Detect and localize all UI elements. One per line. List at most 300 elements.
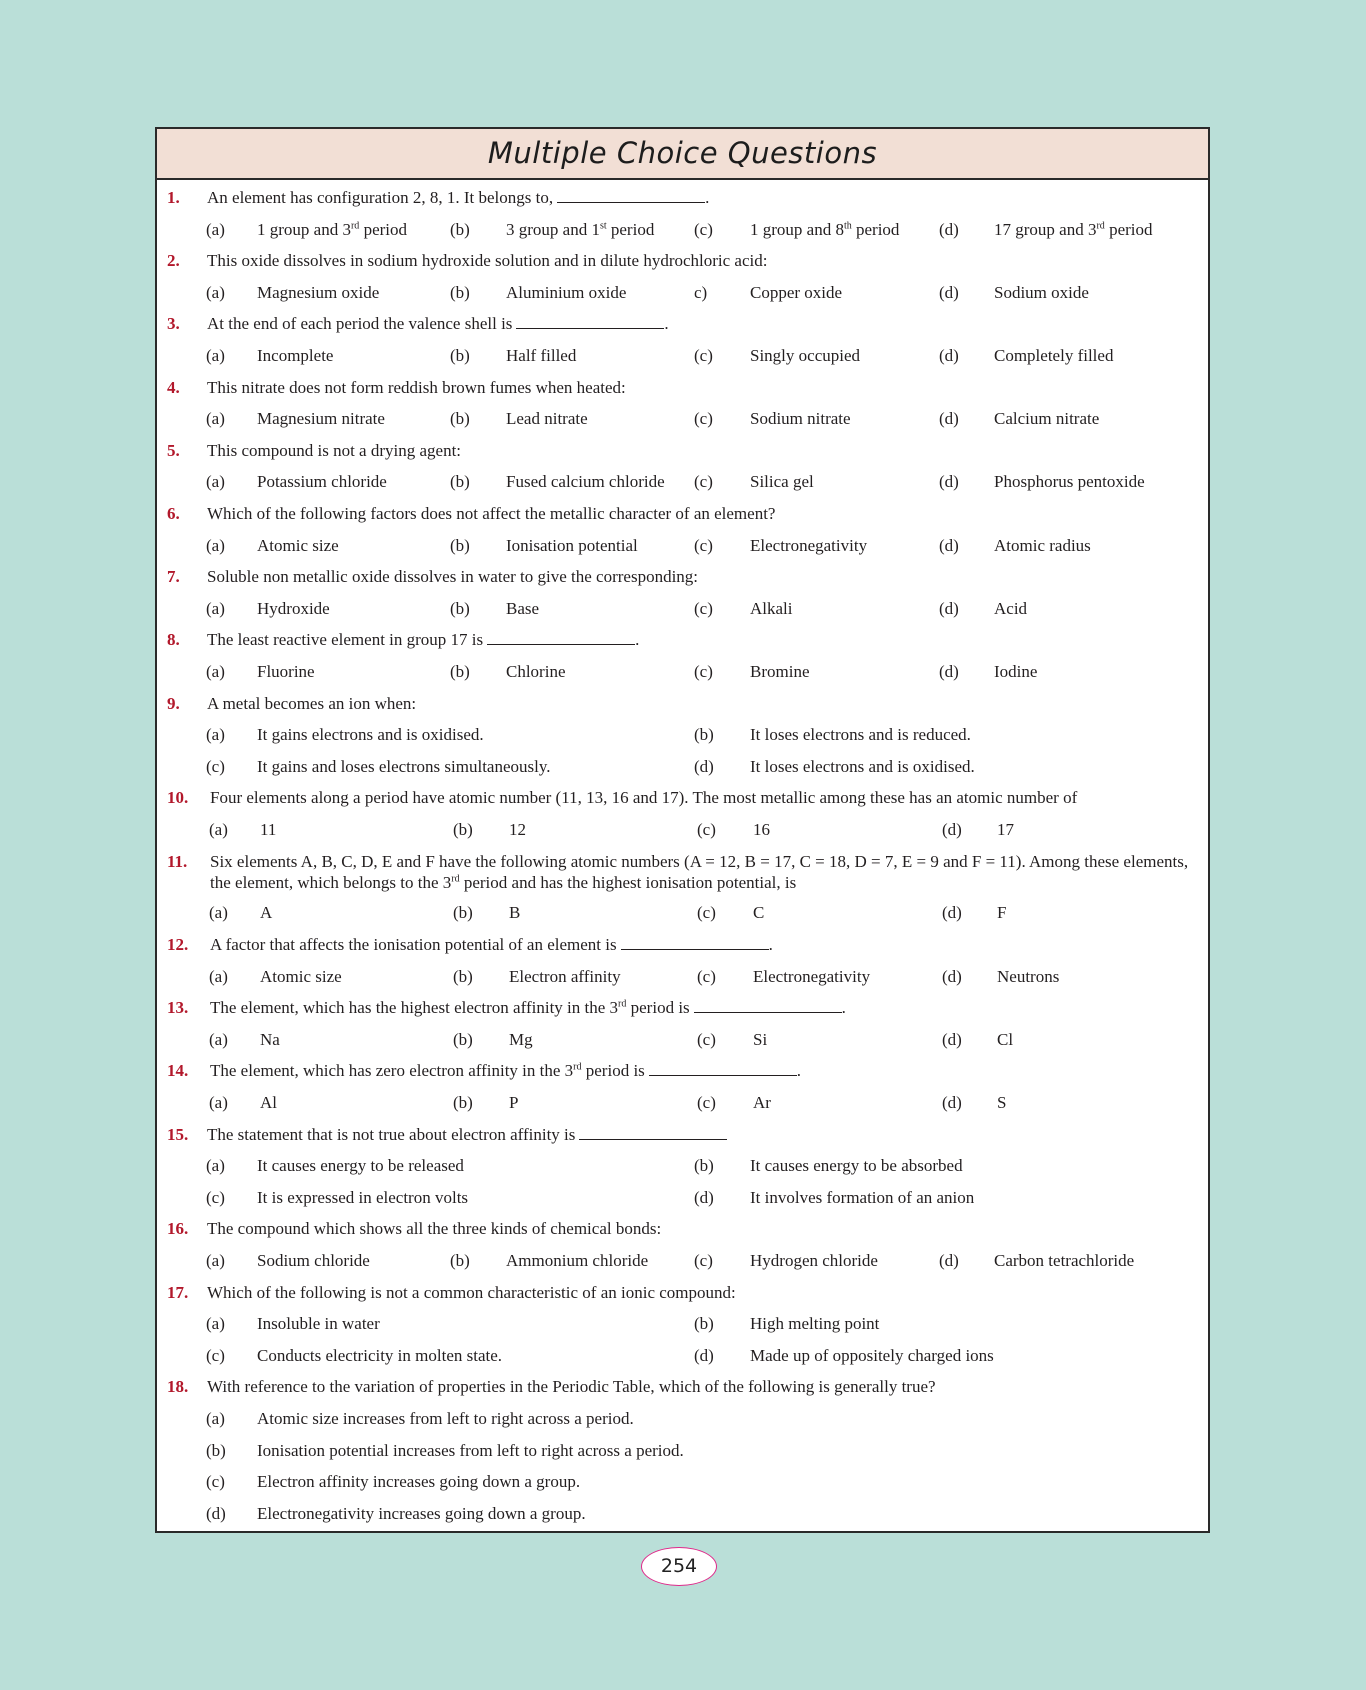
option-text[interactable] (260, 961, 342, 993)
option-text[interactable] (506, 466, 665, 498)
question-text (207, 561, 1202, 593)
question-text (207, 1213, 1202, 1245)
option-text[interactable] (257, 593, 330, 625)
option-text[interactable] (994, 466, 1145, 498)
text-segment: Cl (997, 1029, 1014, 1049)
option-text[interactable] (509, 814, 526, 846)
text-segment: Electronegativity (750, 535, 868, 555)
question-list (157, 180, 1208, 1529)
text-segment: Copper oxide (750, 282, 843, 302)
question-row (157, 435, 1208, 467)
question-number: 13. (167, 998, 189, 1018)
answer-blank[interactable] (487, 630, 635, 645)
option-text[interactable] (506, 340, 576, 372)
options-row (157, 1403, 1208, 1435)
question-row (157, 1371, 1208, 1403)
option-label[interactable]: c) (694, 282, 708, 302)
question-row (157, 1055, 1208, 1087)
text-segment: 12 (509, 819, 526, 839)
text-segment: Sodium chloride (257, 1251, 370, 1270)
option-text[interactable] (506, 656, 566, 688)
option-text[interactable] (260, 1024, 280, 1056)
option-label[interactable]: (c) (697, 819, 716, 839)
option-label[interactable]: (d) (939, 282, 959, 302)
option-label[interactable]: (c) (694, 219, 713, 239)
text-segment: An element has configuration 2, 8, 1. It belongs to, (207, 188, 554, 207)
question-number: 8. (167, 630, 180, 650)
text-segment: At the end of each period the valence shell is (207, 314, 513, 334)
question-number: 4. (167, 377, 180, 397)
text-segment: Soluble non metallic oxide dissolves in water to give the corresponding: (207, 567, 699, 587)
question-row (157, 245, 1208, 277)
option-text[interactable] (257, 1308, 380, 1340)
option-label[interactable]: (b) (694, 725, 714, 745)
text-segment: Al (260, 1093, 277, 1113)
options-row (157, 1340, 1208, 1372)
option-text[interactable] (257, 656, 315, 688)
option-label[interactable]: (a) (209, 966, 228, 986)
end-punct: . (768, 935, 773, 955)
option-label[interactable]: (b) (453, 903, 473, 923)
page-number: 254 (641, 1547, 717, 1586)
text-segment: Chlorine (506, 661, 566, 681)
text-segment: B (509, 903, 521, 923)
option-text[interactable] (506, 530, 638, 562)
option-label[interactable]: (a) (206, 725, 225, 745)
text-segment: Base (506, 598, 540, 618)
question-row (157, 1119, 1208, 1151)
option-text[interactable] (750, 1182, 974, 1214)
option-label[interactable]: (c) (694, 409, 713, 429)
option-text[interactable] (997, 897, 1006, 929)
option-label[interactable]: (b) (450, 472, 470, 492)
option-text[interactable] (994, 214, 1153, 246)
text-segment: The element, which has zero electron affinity in the 3 (210, 1061, 574, 1081)
text-segment: period (606, 219, 655, 239)
question-number: 16. (167, 1219, 189, 1239)
option-text[interactable] (750, 656, 810, 688)
answer-blank[interactable] (516, 314, 664, 329)
text-segment: This oxide dissolves in sodium hydroxide solution and in dilute hydrochloric acid: (207, 251, 768, 271)
option-label[interactable]: (c) (206, 756, 225, 776)
question-text (210, 1055, 1202, 1087)
end-punct: . (705, 188, 710, 207)
text-segment: Which of the following is not a common characteristic of an ionic compound: (207, 1282, 736, 1302)
option-label[interactable]: (b) (450, 535, 470, 555)
option-text[interactable] (750, 593, 793, 625)
section-title: Multiple Choice Questions (157, 129, 1208, 180)
text-segment: S (997, 1093, 1007, 1113)
option-label[interactable]: (a) (206, 409, 225, 429)
question-row (157, 182, 1208, 214)
text-segment: The compound which shows all the three kinds of chemical bonds: (207, 1219, 662, 1239)
answer-blank[interactable] (579, 1125, 727, 1140)
option-label[interactable]: (d) (939, 409, 959, 429)
option-text[interactable] (750, 403, 851, 435)
options-row (157, 1024, 1208, 1056)
text-segment: Electronegativity increases going down a group. (257, 1503, 586, 1523)
option-text[interactable] (753, 814, 770, 846)
option-text[interactable] (994, 403, 1099, 435)
option-label[interactable]: (b) (450, 219, 470, 239)
question-text (210, 929, 1202, 961)
option-label[interactable]: (d) (942, 966, 962, 986)
option-label[interactable]: (a) (209, 1093, 228, 1113)
option-text[interactable] (753, 897, 764, 929)
option-label[interactable]: (d) (939, 1251, 959, 1270)
question-number: 15. (167, 1124, 189, 1144)
option-label[interactable]: (d) (939, 219, 959, 239)
question-row (157, 372, 1208, 404)
question-text (207, 182, 1202, 214)
option-label[interactable]: (c) (694, 345, 713, 365)
question-number: 12. (167, 935, 189, 955)
option-label[interactable]: (b) (453, 819, 473, 839)
text-segment: Conducts electricity in molten state. (257, 1345, 503, 1365)
option-label[interactable]: (c) (697, 966, 716, 986)
option-text[interactable] (257, 277, 379, 309)
option-label[interactable]: (c) (206, 1187, 225, 1207)
text-segment: 16 (753, 819, 770, 839)
text-segment: It gains electrons and is oxidised. (257, 725, 484, 745)
text-segment: The statement that is not true about electron affinity is (207, 1124, 576, 1144)
question-number: 5. (167, 440, 180, 460)
superscript: rd (451, 873, 460, 885)
text-segment: Hydrogen chloride (750, 1251, 878, 1270)
option-text[interactable] (257, 1435, 684, 1467)
text-segment: The least reactive element in group 17 is (207, 630, 484, 650)
text-segment: Atomic size (257, 535, 339, 555)
option-label[interactable]: (a) (206, 1314, 225, 1334)
options-row (157, 1150, 1208, 1182)
text-segment: Fluorine (257, 661, 315, 681)
text-segment: C (753, 903, 765, 923)
option-text[interactable] (509, 1087, 518, 1119)
option-text[interactable] (753, 1087, 771, 1119)
option-text[interactable] (257, 1245, 370, 1277)
question-text (207, 498, 1202, 530)
question-row (157, 624, 1208, 656)
option-label[interactable]: (d) (939, 535, 959, 555)
option-text[interactable] (257, 1150, 464, 1182)
question-number: 14. (167, 1061, 189, 1081)
option-text[interactable] (506, 277, 626, 309)
text-segment: Si (753, 1029, 768, 1049)
text-segment: 3 group and 1 (506, 219, 600, 239)
option-text[interactable] (750, 719, 971, 751)
option-text[interactable] (750, 277, 842, 309)
option-text[interactable] (509, 1024, 533, 1056)
option-label[interactable]: (d) (939, 472, 959, 492)
option-label[interactable]: (d) (942, 903, 962, 923)
text-segment: It loses electrons and is oxidised. (750, 756, 975, 776)
text-segment: Acid (994, 598, 1028, 618)
options-row (157, 1498, 1208, 1530)
options-row (157, 719, 1208, 751)
text-segment: Six elements A, B, C, D, E and F have the following atomic numbers (A = 12, B = 17, C = 18, D = 7, E = 9 and F = 11). Among these elements, the element, which belongs to the 3 (210, 852, 1189, 893)
option-text[interactable] (750, 1150, 963, 1182)
option-text[interactable] (997, 961, 1059, 993)
option-text[interactable] (257, 1498, 586, 1530)
option-label[interactable]: (d) (939, 661, 959, 681)
option-label[interactable]: (b) (453, 966, 473, 986)
text-segment: Half filled (506, 345, 577, 365)
text-segment: Electron affinity increases going down a group. (257, 1472, 581, 1492)
text-segment: Hydroxide (257, 598, 330, 618)
text-segment: It involves formation of an anion (750, 1187, 975, 1207)
text-segment: Mg (509, 1029, 533, 1049)
question-number: 10. (167, 788, 189, 808)
question-row (157, 1277, 1208, 1309)
option-text[interactable] (506, 1245, 648, 1277)
superscript: rd (573, 1061, 582, 1073)
option-text[interactable] (994, 340, 1113, 372)
option-text[interactable] (750, 1340, 994, 1372)
option-label[interactable]: (b) (450, 661, 470, 681)
option-label[interactable]: (d) (694, 1187, 714, 1207)
option-label[interactable]: (c) (694, 1251, 713, 1270)
options-row (157, 751, 1208, 783)
option-text[interactable] (257, 1340, 502, 1372)
option-text[interactable] (260, 1087, 277, 1119)
text-segment: 17 group and 3 (994, 219, 1097, 239)
options-row (157, 277, 1208, 309)
text-segment: A factor that affects the ionisation potential of an element is (210, 935, 617, 955)
option-text[interactable] (994, 593, 1027, 625)
text-segment: Carbon tetrachloride (994, 1251, 1135, 1270)
option-label[interactable]: (b) (694, 1156, 714, 1176)
superscript: rd (350, 219, 360, 231)
question-text (207, 308, 1202, 340)
option-text[interactable] (997, 1087, 1006, 1119)
option-label[interactable]: (d) (206, 1503, 226, 1523)
answer-blank[interactable] (621, 935, 769, 950)
option-label[interactable]: (a) (206, 598, 225, 618)
text-segment: 11 (260, 819, 277, 839)
text-segment: Magnesium nitrate (257, 409, 385, 429)
question-row (157, 992, 1208, 1024)
option-label[interactable]: (d) (694, 1345, 714, 1365)
question-text (210, 782, 1202, 814)
option-text[interactable] (506, 214, 654, 246)
text-segment: F (997, 903, 1007, 923)
option-label[interactable]: (a) (209, 903, 228, 923)
question-row (157, 845, 1208, 897)
options-row (157, 593, 1208, 625)
text-segment: Ammonium chloride (506, 1251, 649, 1270)
option-label[interactable]: (c) (697, 903, 716, 923)
option-text[interactable] (997, 1024, 1013, 1056)
option-text[interactable] (257, 719, 484, 751)
text-segment: It causes energy to be released (257, 1156, 464, 1176)
text-segment: Ionisation potential increases from left to right across a period. (257, 1440, 684, 1460)
option-label[interactable]: (b) (450, 598, 470, 618)
option-label[interactable]: (c) (694, 535, 713, 555)
question-row (157, 688, 1208, 720)
option-text[interactable] (753, 1024, 767, 1056)
option-label[interactable]: (a) (209, 819, 228, 839)
question-text (210, 992, 1202, 1024)
option-label[interactable]: (c) (206, 1472, 225, 1492)
options-row (157, 403, 1208, 435)
option-text[interactable] (260, 814, 276, 846)
option-label[interactable]: (b) (450, 409, 470, 429)
option-label[interactable]: (b) (694, 1314, 714, 1334)
question-text (207, 372, 1202, 404)
option-label[interactable]: (a) (206, 219, 225, 239)
text-segment: period is (581, 1061, 645, 1081)
option-text[interactable] (509, 961, 621, 993)
option-label[interactable]: (d) (942, 1093, 962, 1113)
superscript: rd (618, 998, 627, 1010)
option-text[interactable] (506, 593, 539, 625)
option-text[interactable] (997, 814, 1014, 846)
option-text[interactable] (257, 530, 339, 562)
text-segment: This nitrate does not form reddish brown fumes when heated: (207, 377, 626, 397)
option-label[interactable]: (a) (206, 472, 225, 492)
text-segment: period and has the highest ionisation potential, is (459, 873, 797, 893)
options-row (157, 1308, 1208, 1340)
option-text[interactable] (257, 1182, 468, 1214)
option-label[interactable]: (d) (694, 756, 714, 776)
option-label[interactable]: (b) (450, 345, 470, 365)
option-label[interactable]: (d) (942, 819, 962, 839)
option-text[interactable] (257, 466, 387, 498)
option-label[interactable]: (c) (694, 472, 713, 492)
text-segment: Atomic size (260, 966, 342, 986)
option-text[interactable] (750, 1308, 879, 1340)
option-text[interactable] (750, 751, 975, 783)
options-row (157, 1435, 1208, 1467)
option-text[interactable] (257, 214, 407, 246)
text-segment: P (509, 1093, 519, 1113)
question-number: 11. (167, 852, 188, 872)
option-text[interactable] (750, 214, 899, 246)
option-text[interactable] (750, 466, 814, 498)
option-label[interactable]: (c) (206, 1345, 225, 1365)
option-label[interactable]: (d) (939, 598, 959, 618)
question-number: 6. (167, 503, 180, 523)
option-text[interactable] (994, 277, 1089, 309)
option-label[interactable]: (d) (942, 1029, 962, 1049)
superscript: rd (1096, 219, 1105, 231)
option-text[interactable] (753, 961, 870, 993)
option-text[interactable] (260, 897, 272, 929)
option-text[interactable] (750, 1245, 878, 1277)
question-number: 7. (167, 567, 180, 587)
option-text[interactable] (994, 530, 1091, 562)
options-row (157, 814, 1208, 846)
option-label[interactable]: (d) (939, 345, 959, 365)
option-text[interactable] (994, 656, 1037, 688)
text-segment: period (359, 219, 407, 239)
option-label[interactable]: (a) (206, 1156, 225, 1176)
option-label[interactable]: (a) (209, 1029, 228, 1049)
option-label[interactable]: (a) (206, 1408, 225, 1428)
option-text[interactable] (257, 403, 385, 435)
text-segment: It causes energy to be absorbed (750, 1156, 963, 1176)
option-text[interactable] (257, 1466, 580, 1498)
option-label[interactable]: (a) (206, 345, 225, 365)
text-segment: Electron affinity (509, 966, 621, 986)
text-segment: Potassium chloride (257, 472, 387, 492)
option-text[interactable] (257, 1403, 634, 1435)
text-segment: 1 group and 8 (750, 219, 844, 239)
options-row (157, 466, 1208, 498)
text-segment: Lead nitrate (506, 409, 588, 429)
text-segment: Bromine (750, 661, 810, 681)
option-label[interactable]: (a) (206, 661, 225, 681)
text-segment: Four elements along a period have atomic number (11, 13, 16 and 17). The most metallic among these has an atomic number of (210, 788, 1078, 808)
option-text[interactable] (257, 340, 333, 372)
options-row (157, 214, 1208, 246)
option-text[interactable] (994, 1245, 1134, 1277)
text-segment: Incomplete (257, 345, 334, 365)
text-segment: A metal becomes an ion when: (207, 693, 417, 713)
option-label[interactable]: (a) (206, 535, 225, 555)
superscript: st (599, 219, 607, 231)
text-segment: period is (626, 998, 690, 1018)
question-number: 17. (167, 1282, 189, 1302)
question-number: 18. (167, 1377, 189, 1397)
options-row (157, 1245, 1208, 1277)
option-label[interactable]: (b) (206, 1440, 226, 1460)
text-segment: Ar (753, 1093, 771, 1113)
option-label[interactable]: (a) (206, 282, 225, 302)
text-segment: 1 group and 3 (257, 219, 351, 239)
answer-blank[interactable] (649, 1061, 797, 1076)
option-text[interactable] (257, 751, 551, 783)
text-segment: It loses electrons and is reduced. (750, 725, 971, 745)
superscript: th (843, 219, 852, 231)
option-text[interactable] (506, 403, 588, 435)
end-punct: . (796, 1061, 802, 1081)
text-segment: The element, which has the highest electron affinity in the 3 (210, 998, 619, 1018)
text-segment: Singly occupied (750, 345, 861, 365)
option-label[interactable]: (c) (697, 1029, 716, 1049)
options-row (157, 1466, 1208, 1498)
option-text[interactable] (509, 897, 520, 929)
option-label[interactable]: (a) (206, 1251, 225, 1270)
text-segment: Magnesium oxide (257, 282, 380, 302)
option-label[interactable]: (c) (694, 598, 713, 618)
question-number: 9. (167, 693, 180, 713)
question-number: 3. (167, 314, 180, 334)
text-segment: Na (260, 1029, 280, 1049)
text-segment: It gains and loses electrons simultaneously. (257, 756, 551, 776)
option-label[interactable]: (b) (453, 1093, 473, 1113)
option-label[interactable]: (c) (694, 661, 713, 681)
text-segment: With reference to the variation of properties in the Periodic Table, which of the following is generally true? (207, 1377, 936, 1397)
option-label[interactable]: (c) (697, 1093, 716, 1113)
options-row (157, 1182, 1208, 1214)
option-label[interactable]: (b) (450, 1251, 470, 1270)
option-label[interactable]: (b) (453, 1029, 473, 1049)
option-label[interactable]: (b) (450, 282, 470, 302)
text-segment: Silica gel (750, 472, 814, 492)
text-segment: Insoluble in water (257, 1314, 380, 1334)
option-text[interactable] (750, 340, 860, 372)
question-row (157, 498, 1208, 530)
text-segment: Atomic size increases from left to right across a period. (257, 1408, 634, 1428)
question-row (157, 782, 1208, 814)
option-text[interactable] (750, 530, 867, 562)
answer-blank[interactable] (694, 998, 842, 1013)
question-text (207, 245, 1202, 277)
text-segment: Electronegativity (753, 966, 871, 986)
answer-blank[interactable] (557, 188, 705, 203)
text-segment: Sodium nitrate (750, 409, 851, 429)
